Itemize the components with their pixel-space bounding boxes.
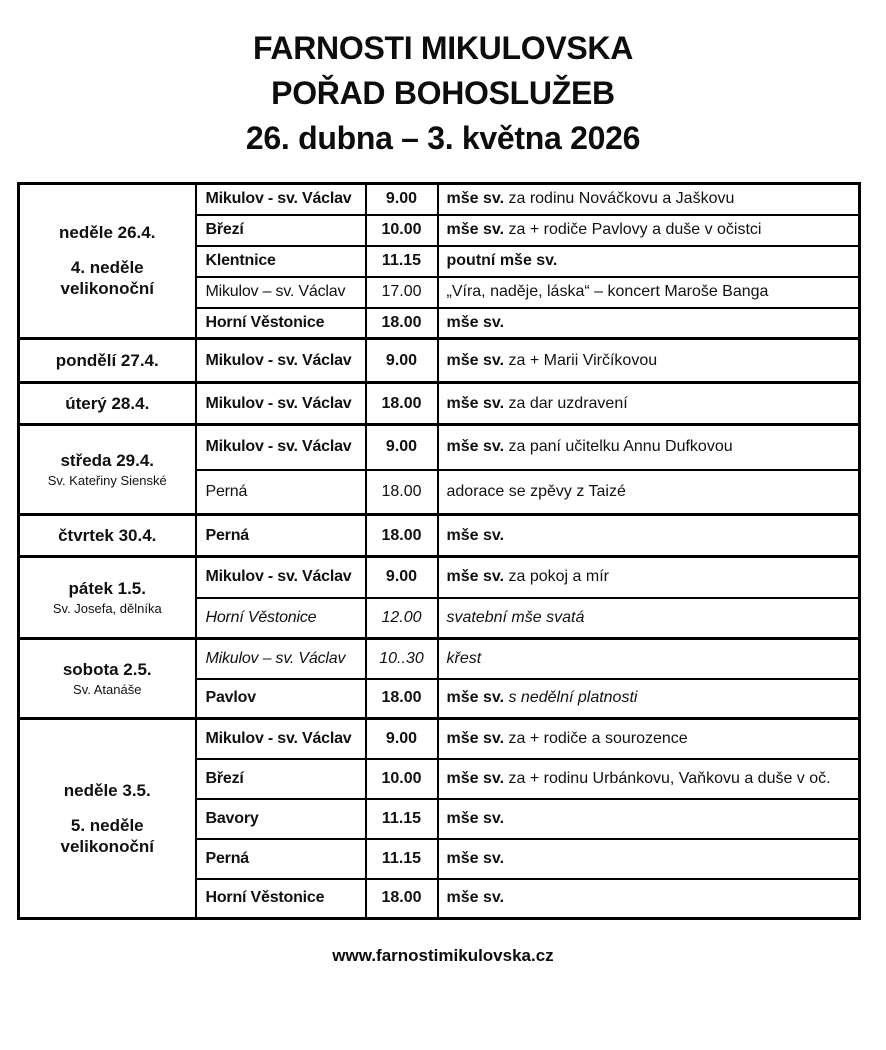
website-url: www.farnostimikulovska.cz [332,946,554,965]
place-cell: Perná [196,839,366,879]
time-cell: 10.00 [366,759,438,799]
time-cell: 18.00 [366,879,438,919]
day-cell [19,557,196,639]
day-label: středa 29.4. [60,450,155,470]
day-label: pátek 1.5. [68,578,146,598]
description-cell [438,639,860,679]
time-cell: 18.00 [366,383,438,425]
time-cell: 11.15 [366,839,438,879]
time-cell: 12.00 [366,598,438,639]
description-cell [438,759,860,799]
day-cell [19,719,196,919]
description-segment: mše sv. [446,889,505,907]
description-segment: mše sv. [446,849,505,867]
description-segment: mše sv. [446,526,505,544]
description-cell [438,679,860,719]
description-segment: mše sv. [446,438,505,456]
feast-label: 4. neděle velikonoční [60,258,155,298]
table-row [19,425,860,470]
schedule-wrap [17,182,886,920]
day-label: čtvrtek 30.4. [58,525,157,545]
place-cell: Horní Věstonice [196,598,366,639]
day-label: neděle 3.5. [63,780,151,800]
description-segment: za + Marii Virčíkovou [504,351,658,369]
description-cell [438,598,860,639]
place-cell: Mikulov - sv. Václav [196,425,366,470]
description-segment: za pokoj a mír [504,568,609,586]
description-segment: mše sv. [446,313,505,331]
place-cell: Březí [196,215,366,246]
time-cell: 18.00 [366,679,438,719]
time-cell: 11.15 [366,799,438,839]
day-label: pondělí 27.4. [55,350,159,370]
description-cell [438,425,860,470]
description-segment: mše sv. [446,729,505,747]
description-cell [438,184,860,215]
description-cell [438,246,860,277]
description-segment: za + rodinu Urbánkovu, Vaňkovu a duše v oč. [504,769,831,787]
table-row [19,184,860,215]
time-cell: 18.00 [366,308,438,339]
time-cell: 10.00 [366,215,438,246]
table-row [19,719,860,759]
page-title-daterange: 26. dubna – 3. května 2026 [245,120,641,156]
place-cell: Mikulov - sv. Václav [196,184,366,215]
time-cell: 18.00 [366,470,438,515]
table-row [19,515,860,557]
place-cell: Mikulov – sv. Václav [196,639,366,679]
description-segment: svatební mše svatá [446,608,585,626]
table-row [19,639,860,679]
description-cell [438,879,860,919]
day-cell [19,339,196,383]
place-cell: Mikulov - sv. Václav [196,339,366,383]
description-segment: za + rodiče Pavlovy a duše v očistci [504,221,762,238]
description-segment: mše sv. [446,568,505,586]
description-cell [438,557,860,598]
place-cell: Klentnice [196,246,366,277]
day-cell [19,383,196,425]
description-cell [438,719,860,759]
table-row [19,557,860,598]
description-segment: za paní učitelku Annu Dufkovou [504,438,733,456]
time-cell: 9.00 [366,719,438,759]
description-segment: mše sv. [446,769,505,787]
day-label: sobota 2.5. [62,659,152,679]
time-cell: 11.15 [366,246,438,277]
place-cell: Horní Věstonice [196,879,366,919]
time-cell: 9.00 [366,557,438,598]
page-title-schedule: POŘAD BOHOSLUŽEB [271,75,615,111]
page-footer [0,946,886,966]
description-segment: adorace se zpěvy z Taizé [446,482,626,500]
feast-label: 5. neděle velikonoční [60,815,155,856]
time-cell: 10..30 [366,639,438,679]
page-header [0,26,886,161]
day-label: úterý 28.4. [65,393,150,413]
schedule-table-body [19,184,860,919]
day-cell [19,639,196,719]
saint-label: Sv. Kateřiny Sienské [47,472,167,488]
time-cell: 9.00 [366,184,438,215]
place-cell: Pavlov [196,679,366,719]
description-segment: za dar uzdravení [504,394,628,412]
description-segment: s nedělní platnosti [504,689,638,707]
schedule-table [17,182,861,920]
description-cell [438,308,860,339]
description-cell [438,470,860,515]
description-segment: mše sv. [446,689,505,707]
description-segment: mše sv. [446,351,505,369]
place-cell: Mikulov - sv. Václav [196,383,366,425]
table-row [19,383,860,425]
day-label: neděle 26.4. [59,223,156,242]
time-cell: 9.00 [366,339,438,383]
description-segment: mše sv. [446,809,505,827]
place-cell: Březí [196,759,366,799]
description-segment: za rodinu Nováčkovu a Jaškovu [504,190,735,208]
description-cell [438,339,860,383]
place-cell: Perná [196,515,366,557]
time-cell: 18.00 [366,515,438,557]
description-cell [438,215,860,246]
table-row [19,339,860,383]
description-segment: poutní mše sv. [446,252,558,269]
time-cell: 17.00 [366,277,438,308]
saint-label: Sv. Atanáše [73,681,142,697]
page-title-parish: FARNOSTI MIKULOVSKA [252,30,634,66]
time-cell: 9.00 [366,425,438,470]
description-segment: křest [446,649,482,667]
description-cell [438,799,860,839]
description-segment: mše sv. [446,190,505,208]
day-cell [19,184,196,339]
day-cell [19,515,196,557]
place-cell: Mikulov - sv. Václav [196,719,366,759]
description-segment: „Víra, naděje, láska“ – koncert Maroše Banga [446,283,769,300]
description-cell [438,839,860,879]
saint-label: Sv. Josefa, dělníka [52,600,162,616]
description-segment: za + rodiče a sourozence [504,729,688,747]
description-segment: mše sv. [446,221,505,238]
place-cell: Mikulov – sv. Václav [196,277,366,308]
day-cell [19,425,196,515]
place-cell: Horní Věstonice [196,308,366,339]
description-cell [438,383,860,425]
description-cell [438,277,860,308]
place-cell: Bavory [196,799,366,839]
place-cell: Perná [196,470,366,515]
description-cell [438,515,860,557]
place-cell: Mikulov - sv. Václav [196,557,366,598]
description-segment: mše sv. [446,394,505,412]
